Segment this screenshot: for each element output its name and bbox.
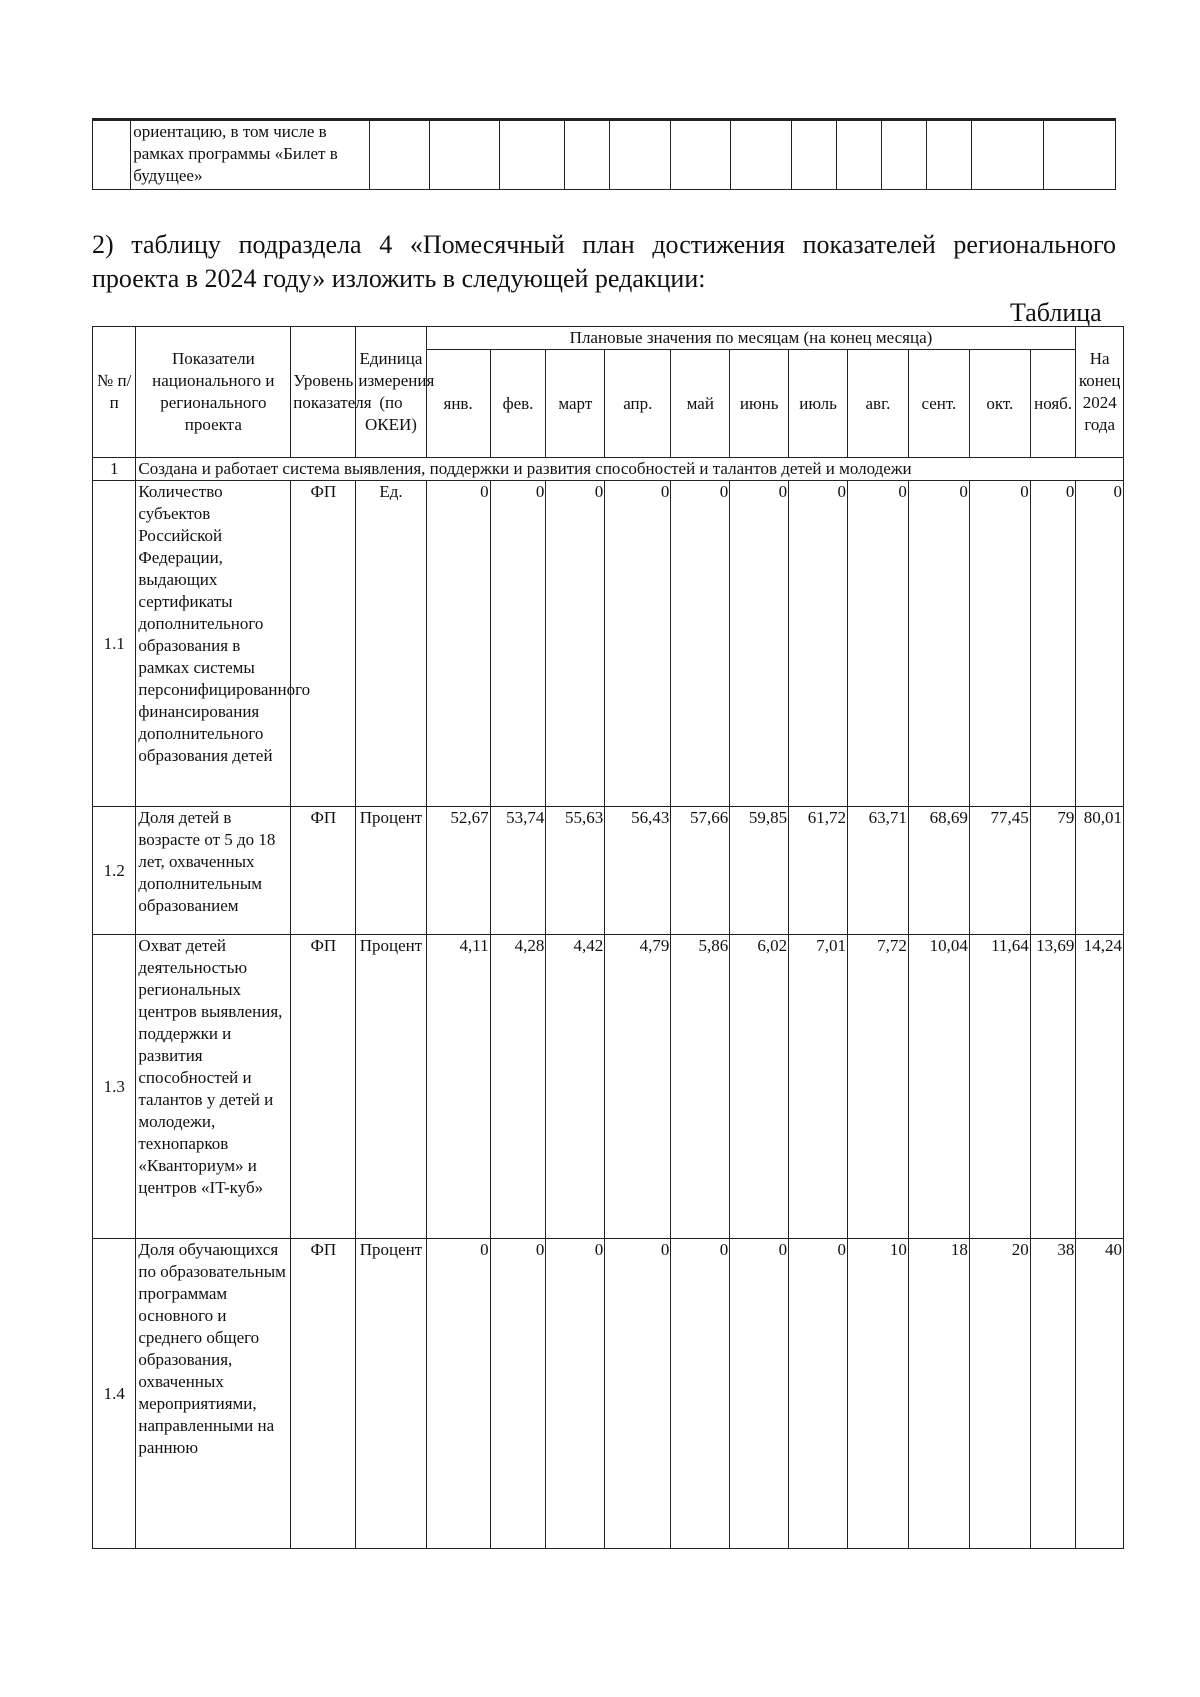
header-level: Уровень показателя	[291, 327, 356, 458]
row-value: 5,86	[671, 935, 730, 1239]
row-value: 0	[1030, 481, 1076, 807]
header-month: апр.	[605, 350, 671, 458]
row-value: 18	[908, 1239, 969, 1549]
header-month: сент.	[908, 350, 969, 458]
header-month: июнь	[730, 350, 789, 458]
header-year-end: На конец 2024 года	[1076, 327, 1124, 458]
row-value: 0	[1076, 481, 1124, 807]
header-indicator: Показатели национального и регионального проекта	[136, 327, 291, 458]
row-value: 59,85	[730, 807, 789, 935]
header-month: нояб.	[1030, 350, 1076, 458]
row-value: 68,69	[908, 807, 969, 935]
table-label: Таблица	[1010, 298, 1102, 327]
row-value: 52,67	[426, 807, 490, 935]
row-level: ФП	[291, 481, 356, 807]
row-value: 4,79	[605, 935, 671, 1239]
row-value: 7,01	[789, 935, 848, 1239]
header-month: янв.	[426, 350, 490, 458]
row-value: 77,45	[969, 807, 1030, 935]
row-value: 55,63	[546, 807, 605, 935]
row-value: 0	[969, 481, 1030, 807]
row-value: 20	[969, 1239, 1030, 1549]
row-value: 10	[847, 1239, 908, 1549]
table-row	[93, 807, 1124, 935]
top-cell-num	[93, 120, 131, 190]
row-level: ФП	[291, 1239, 356, 1549]
row-value: 53,74	[490, 807, 546, 935]
row-num: 1.4	[93, 1239, 136, 1549]
row-unit: Процент	[356, 807, 426, 935]
row-level: ФП	[291, 935, 356, 1239]
row-value: 0	[730, 1239, 789, 1549]
row-value: 79	[1030, 807, 1076, 935]
row-value: 0	[546, 481, 605, 807]
row-indicator: Количество субъектов Российской Федерации, выдающих сертификаты дополнительного образования в рамках системы персонифицированного финансирования дополнительного образования детей	[136, 481, 291, 807]
row-value: 0	[605, 481, 671, 807]
row-value: 0	[426, 481, 490, 807]
row-value: 7,72	[847, 935, 908, 1239]
row-value: 57,66	[671, 807, 730, 935]
row-value: 0	[490, 481, 546, 807]
row-value: 38	[1030, 1239, 1076, 1549]
continued-table-fragment	[92, 118, 1116, 190]
header-month: июль	[789, 350, 848, 458]
header-unit: Единица измерения (по ОКЕИ)	[356, 327, 426, 458]
row-indicator: Доля детей в возрасте от 5 до 18 лет, охваченных дополнительным образованием	[136, 807, 291, 935]
monthly-plan-table	[92, 326, 1124, 1549]
row-indicator: Охват детей деятельностью региональных центров выявления, поддержки и развития способностей и талантов у детей и молодежи, технопарков «Кванториум» и центров «IT-куб»	[136, 935, 291, 1239]
header-planned: Плановые значения по месяцам (на конец месяца)	[426, 327, 1076, 350]
row-value: 56,43	[605, 807, 671, 935]
row-value: 10,04	[908, 935, 969, 1239]
row-value: 11,64	[969, 935, 1030, 1239]
row-unit: Процент	[356, 935, 426, 1239]
header-month: март	[546, 350, 605, 458]
row-value: 4,28	[490, 935, 546, 1239]
row-value: 0	[789, 1239, 848, 1549]
row-value: 61,72	[789, 807, 848, 935]
row-value: 13,69	[1030, 935, 1076, 1239]
section-title: Создана и работает система выявления, поддержки и развития способностей и талантов детей и молодежи	[136, 458, 1124, 481]
row-value: 0	[546, 1239, 605, 1549]
row-value: 4,42	[546, 935, 605, 1239]
row-value: 0	[847, 481, 908, 807]
header-month: авг.	[847, 350, 908, 458]
row-value: 6,02	[730, 935, 789, 1239]
section-num: 1	[93, 458, 136, 481]
row-value: 4,11	[426, 935, 490, 1239]
row-value: 0	[789, 481, 848, 807]
row-value: 0	[671, 1239, 730, 1549]
top-cell-indicator: ориентацию, в том числе в рамках программы «Билет в будущее»	[131, 120, 369, 190]
row-level: ФП	[291, 807, 356, 935]
row-value: 63,71	[847, 807, 908, 935]
row-value: 0	[426, 1239, 490, 1549]
row-value: 14,24	[1076, 935, 1124, 1239]
header-month: май	[671, 350, 730, 458]
row-indicator: Доля обучающихся по образовательным программам основного и среднего общего образования, охваченных мероприятиями, направленными на раннюю	[136, 1239, 291, 1549]
row-unit: Процент	[356, 1239, 426, 1549]
header-num: № п/п	[93, 327, 136, 458]
header-month: окт.	[969, 350, 1030, 458]
row-value: 80,01	[1076, 807, 1124, 935]
row-value: 0	[605, 1239, 671, 1549]
row-num: 1.1	[93, 481, 136, 807]
row-num: 1.3	[93, 935, 136, 1239]
row-num: 1.2	[93, 807, 136, 935]
row-value: 0	[908, 481, 969, 807]
row-value: 0	[671, 481, 730, 807]
row-value: 40	[1076, 1239, 1124, 1549]
table-row	[93, 1239, 1124, 1549]
row-value: 0	[730, 481, 789, 807]
table-row	[93, 935, 1124, 1239]
table-row	[93, 481, 1124, 807]
amendment-paragraph: 2) таблицу подраздела 4 «Помесячный план достижения показателей регионального проекта в 2024 году» изложить в следующей редакции:	[92, 230, 1116, 293]
row-value: 0	[490, 1239, 546, 1549]
header-month: фев.	[490, 350, 546, 458]
row-unit: Ед.	[356, 481, 426, 807]
